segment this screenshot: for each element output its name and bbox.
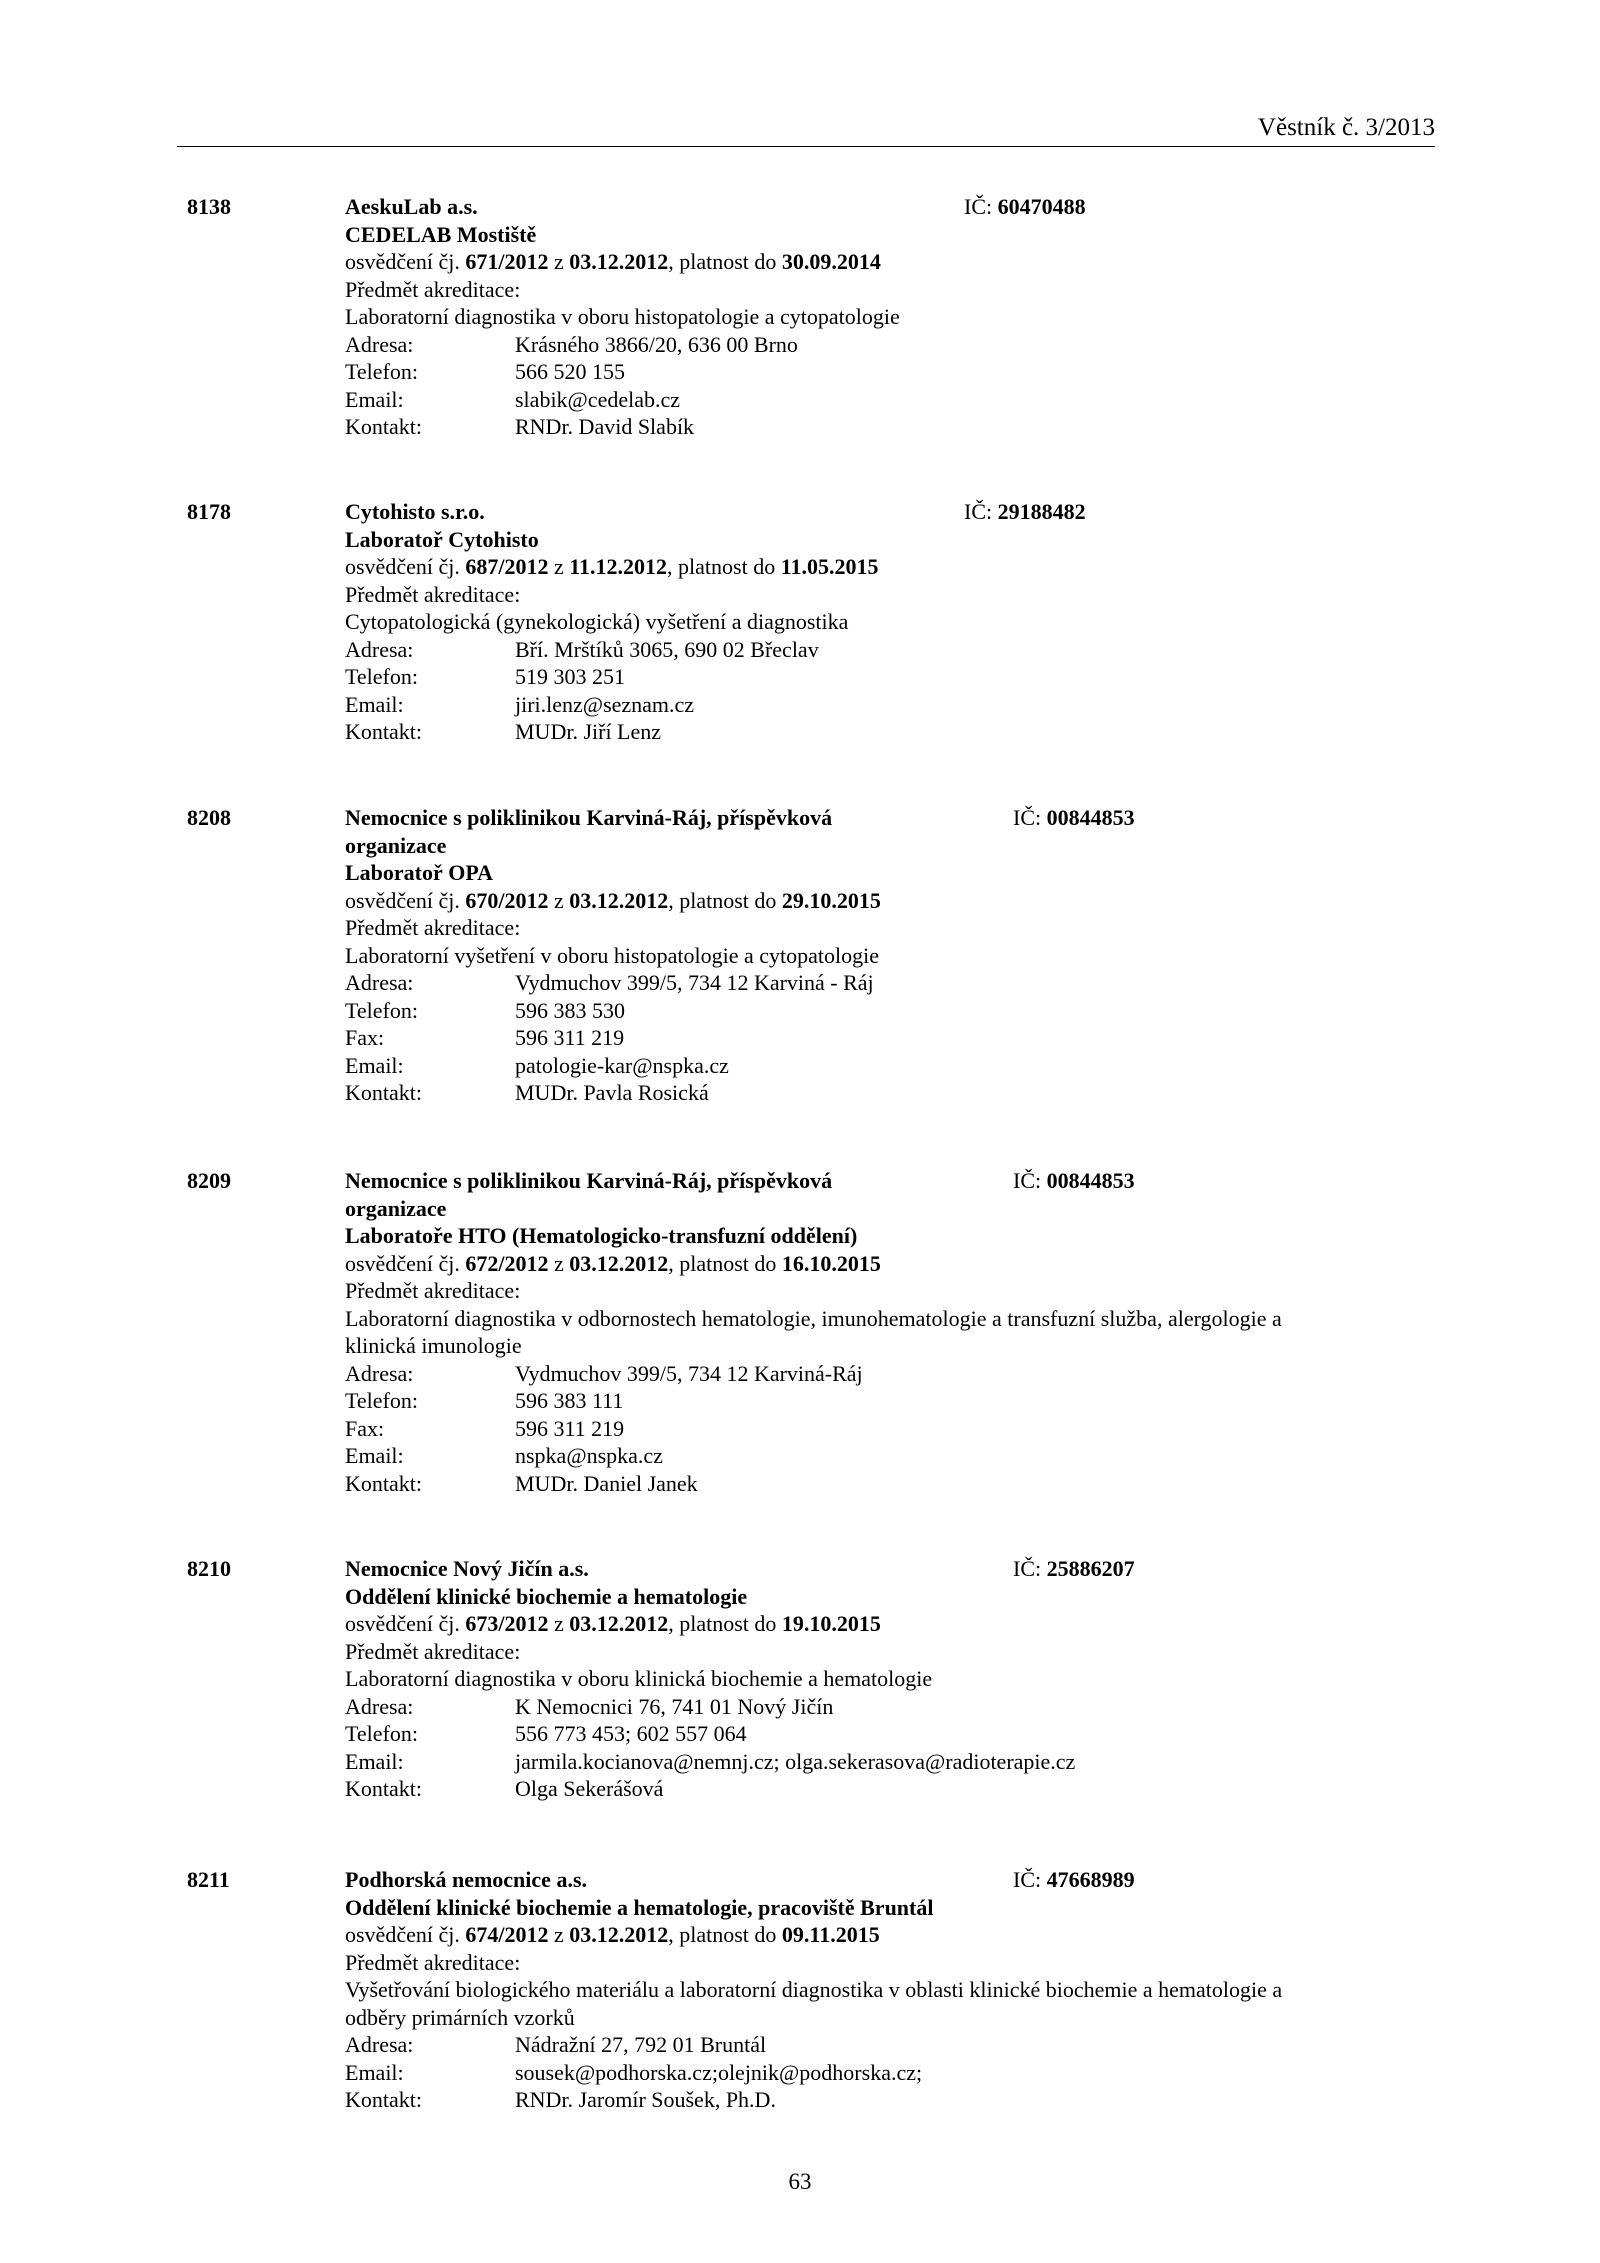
email-row <box>345 691 1390 719</box>
laboratory-name: Oddělení klinické biochemie a hematologie, pracoviště Bruntál <box>345 1894 934 1920</box>
laboratory-name: Oddělení klinické biochemie a hematologie <box>345 1583 748 1609</box>
contact-value: MUDr. Pavla Rosická <box>515 1080 709 1105</box>
company-id-label: IČ: <box>1013 1168 1047 1193</box>
organization-name: Cytohisto s.r.o. <box>345 499 485 524</box>
phone-row <box>345 1720 1390 1748</box>
subject-text: Laboratorní vyšetření v oboru histopatologie a cytopatologie <box>345 942 879 968</box>
validity-label: , platnost do <box>668 887 782 913</box>
address-label: Adresa: <box>345 970 414 995</box>
phone-label: Telefon: <box>345 359 418 384</box>
contact-row <box>345 413 1390 441</box>
company-id-label: IČ: <box>1013 1556 1047 1581</box>
email-label: Email: <box>345 1443 404 1468</box>
organization-name: Nemocnice s poliklinikou Karviná-Ráj, příspěvková <box>345 1168 833 1193</box>
company-id-label: IČ: <box>964 499 998 524</box>
validity-label: , platnost do <box>668 1922 782 1947</box>
laboratory-name: Laboratoř Cytohisto <box>345 526 539 552</box>
email-label: Email: <box>345 386 404 412</box>
organization-name: Podhorská nemocnice a.s. <box>345 1867 587 1892</box>
contact-label: Kontakt: <box>345 1776 422 1801</box>
subject-text: Laboratorní diagnostika v oboru klinická biochemie a hematologie <box>345 1666 933 1691</box>
company-id-value: 29188482 <box>997 499 1086 524</box>
entry-number: 8211 <box>187 1867 230 1892</box>
address-row <box>345 2031 1390 2059</box>
fax-value: 596 311 219 <box>515 1415 625 1441</box>
company-id-value: 00844853 <box>1046 1168 1135 1193</box>
certificate-label: osvědčení čj. <box>345 554 466 579</box>
address-label: Adresa: <box>345 1693 414 1719</box>
entry-body <box>345 1555 1390 1803</box>
subject-text: Cytopatologická (gynekologická) vyšetření a diagnostika <box>345 609 849 634</box>
phone-value: 566 520 155 <box>515 359 625 384</box>
phone-label: Telefon: <box>345 1721 418 1746</box>
certificate-line <box>345 887 1390 915</box>
company-id <box>1013 1866 1135 1894</box>
address-value: Vydmuchov 399/5, 734 12 Karviná - Ráj <box>515 970 874 995</box>
contact-label: Kontakt: <box>345 1470 422 1496</box>
phone-label: Telefon: <box>345 664 418 689</box>
subject-text: odběry primárních vzorků <box>345 2004 575 2030</box>
certificate-label: osvědčení čj. <box>345 1611 466 1636</box>
email-label: Email: <box>345 2059 404 2085</box>
certificate-line <box>345 553 1390 581</box>
company-id-label: IČ: <box>1013 1867 1047 1892</box>
contact-row <box>345 718 1390 746</box>
email-value: nspka@nspka.cz <box>515 1443 663 1468</box>
contact-label: Kontakt: <box>345 1080 422 1105</box>
contact-row <box>345 1775 1390 1803</box>
certificate-date: 03.12.2012 <box>569 249 669 274</box>
contact-value: RNDr. David Slabík <box>515 414 695 439</box>
entry-number: 8209 <box>187 1168 231 1193</box>
entry-body <box>345 1866 1390 2114</box>
company-id <box>1013 1167 1135 1195</box>
address-value: Krásného 3866/20, 636 00 Brno <box>515 331 798 357</box>
laboratory-name: Laboratoře HTO (Hematologicko-transfuzní oddělení) <box>345 1223 858 1248</box>
phone-row <box>345 997 1390 1025</box>
company-id-value: 47668989 <box>1046 1867 1135 1892</box>
organization-name: Nemocnice s poliklinikou Karviná-Ráj, příspěvková <box>345 805 833 830</box>
laboratory-name: Laboratoř OPA <box>345 860 494 885</box>
address-value: Nádražní 27, 792 01 Bruntál <box>515 2032 767 2057</box>
address-row <box>345 969 1390 997</box>
company-id <box>964 193 1086 221</box>
certificate-line <box>345 248 1390 276</box>
subject-text: Vyšetřování biologického materiálu a laboratorní diagnostika v oblasti klinické biochemie a hematologie a <box>345 1977 1283 2002</box>
entry-body <box>345 193 1390 441</box>
certificate-label: osvědčení čj. <box>345 249 466 274</box>
address-value: K Nemocnici 76, 741 01 Nový Jičín <box>515 1693 834 1719</box>
validity-label: , platnost do <box>667 554 781 579</box>
validity-label: , platnost do <box>668 249 782 274</box>
fax-row <box>345 1415 1390 1443</box>
address-label: Adresa: <box>345 331 414 357</box>
certificate-label: osvědčení čj. <box>345 1922 466 1947</box>
fax-value: 596 311 219 <box>515 1025 625 1050</box>
subject-text: klinická imunologie <box>345 1333 522 1358</box>
contact-label: Kontakt: <box>345 2087 422 2112</box>
fax-row <box>345 1024 1390 1052</box>
entry-body <box>345 498 1390 746</box>
bulletin-title: Věstník č. 3/2013 <box>1257 114 1435 141</box>
entry-number: 8208 <box>187 805 231 830</box>
certificate-line <box>345 1921 1390 1949</box>
validity-label: , platnost do <box>668 1611 782 1636</box>
certificate-number: 687/2012 <box>465 554 549 579</box>
contact-label: Kontakt: <box>345 414 422 439</box>
email-label: Email: <box>345 691 404 717</box>
entry-body <box>345 804 1390 1107</box>
validity-date: 29.10.2015 <box>781 887 881 913</box>
organization-name: organizace <box>345 832 447 858</box>
page-header <box>177 112 1435 147</box>
email-label: Email: <box>345 1748 404 1774</box>
validity-date: 16.10.2015 <box>781 1250 881 1276</box>
contact-label: Kontakt: <box>345 719 422 744</box>
phone-row <box>345 358 1390 386</box>
company-id-value: 60470488 <box>997 194 1086 219</box>
email-row <box>345 1442 1390 1470</box>
contact-value: MUDr. Daniel Janek <box>515 1470 698 1496</box>
certificate-date: 03.12.2012 <box>569 887 669 913</box>
address-label: Adresa: <box>345 636 414 662</box>
certificate-date-label: z <box>548 1922 570 1947</box>
certificate-number: 672/2012 <box>465 1250 549 1276</box>
company-id-value: 00844853 <box>1046 805 1135 830</box>
email-row <box>345 1052 1390 1080</box>
company-id <box>1013 804 1135 832</box>
entry-number: 8138 <box>187 194 231 219</box>
contact-value: Olga Sekerášová <box>515 1776 664 1801</box>
subject-label: Předmět akreditace: <box>345 581 521 607</box>
organization-name: AeskuLab a.s. <box>345 194 478 219</box>
page-number: 63 <box>788 2169 812 2194</box>
phone-label: Telefon: <box>345 1388 418 1413</box>
validity-date: 30.09.2014 <box>781 249 881 274</box>
certificate-date: 11.12.2012 <box>569 554 668 579</box>
email-row <box>345 386 1390 414</box>
entry-number: 8210 <box>187 1556 231 1581</box>
company-id-label: IČ: <box>1013 805 1047 830</box>
certificate-date-label: z <box>548 1611 570 1636</box>
contact-row <box>345 1470 1390 1498</box>
email-value: slabik@cedelab.cz <box>515 386 681 412</box>
certificate-date: 03.12.2012 <box>569 1922 669 1947</box>
contact-row <box>345 1079 1390 1107</box>
email-value: sousek@podhorska.cz;olejnik@podhorska.cz; <box>515 2059 923 2085</box>
subject-label: Předmět akreditace: <box>345 1278 521 1303</box>
email-value: jiri.lenz@seznam.cz <box>515 691 695 717</box>
certificate-line <box>345 1250 1390 1278</box>
phone-value: 596 383 111 <box>515 1388 624 1413</box>
validity-label: , platnost do <box>668 1250 782 1276</box>
certificate-label: osvědčení čj. <box>345 887 466 913</box>
laboratory-name: CEDELAB Mostiště <box>345 221 537 247</box>
certificate-date: 03.12.2012 <box>569 1611 669 1636</box>
company-id-value: 25886207 <box>1046 1556 1135 1581</box>
contact-value: RNDr. Jaromír Soušek, Ph.D. <box>515 2087 776 2112</box>
phone-label: Telefon: <box>345 997 418 1023</box>
company-id-label: IČ: <box>964 194 998 219</box>
organization-name: Nemocnice Nový Jičín a.s. <box>345 1556 589 1581</box>
certificate-number: 673/2012 <box>465 1611 549 1636</box>
company-id <box>1013 1555 1135 1583</box>
phone-value: 519 303 251 <box>515 664 625 689</box>
organization-name: organizace <box>345 1195 447 1221</box>
entry-body <box>345 1167 1390 1497</box>
phone-value: 556 773 453; 602 557 064 <box>515 1721 747 1746</box>
certificate-date-label: z <box>548 887 570 913</box>
certificate-number: 674/2012 <box>465 1922 549 1947</box>
email-value: patologie-kar@nspka.cz <box>515 1052 729 1078</box>
subject-text: Laboratorní diagnostika v odbornostech hematologie, imunohematologie a transfuzní služba, alergologie a <box>345 1305 1282 1331</box>
entry-number: 8178 <box>187 499 231 524</box>
certificate-date-label: z <box>548 1250 570 1276</box>
address-label: Adresa: <box>345 1360 414 1386</box>
subject-label: Předmět akreditace: <box>345 915 521 940</box>
certificate-date-label: z <box>548 249 570 274</box>
certificate-number: 670/2012 <box>465 887 549 913</box>
address-value: Vydmuchov 399/5, 734 12 Karviná-Ráj <box>515 1360 863 1386</box>
validity-date: 19.10.2015 <box>781 1611 881 1636</box>
company-id <box>964 498 1086 526</box>
phone-row <box>345 1387 1390 1415</box>
phone-value: 596 383 530 <box>515 997 625 1023</box>
email-label: Email: <box>345 1052 404 1078</box>
email-row <box>345 1748 1390 1776</box>
subject-label: Předmět akreditace: <box>345 1949 521 1975</box>
validity-date: 09.11.2015 <box>781 1922 880 1947</box>
certificate-label: osvědčení čj. <box>345 1250 466 1276</box>
subject-text: Laboratorní diagnostika v oboru histopatologie a cytopatologie <box>345 304 900 329</box>
address-row <box>345 1360 1390 1388</box>
certificate-date: 03.12.2012 <box>569 1250 669 1276</box>
address-value: Bří. Mrštíků 3065, 690 02 Břeclav <box>515 636 819 662</box>
validity-date: 11.05.2015 <box>780 554 879 579</box>
fax-label: Fax: <box>345 1415 385 1441</box>
address-label: Adresa: <box>345 2032 414 2057</box>
address-row <box>345 1693 1390 1721</box>
subject-label: Předmět akreditace: <box>345 1638 521 1664</box>
subject-label: Předmět akreditace: <box>345 276 521 302</box>
contact-row <box>345 2086 1390 2114</box>
fax-label: Fax: <box>345 1025 385 1050</box>
address-row <box>345 636 1390 664</box>
certificate-line <box>345 1610 1390 1638</box>
email-row <box>345 2059 1390 2087</box>
email-value: jarmila.kocianova@nemnj.cz; olga.sekerasova@radioterapie.cz <box>515 1748 1076 1774</box>
certificate-number: 671/2012 <box>465 249 549 274</box>
address-row <box>345 331 1390 359</box>
contact-value: MUDr. Jiří Lenz <box>515 719 662 744</box>
phone-row <box>345 663 1390 691</box>
certificate-date-label: z <box>548 554 570 579</box>
